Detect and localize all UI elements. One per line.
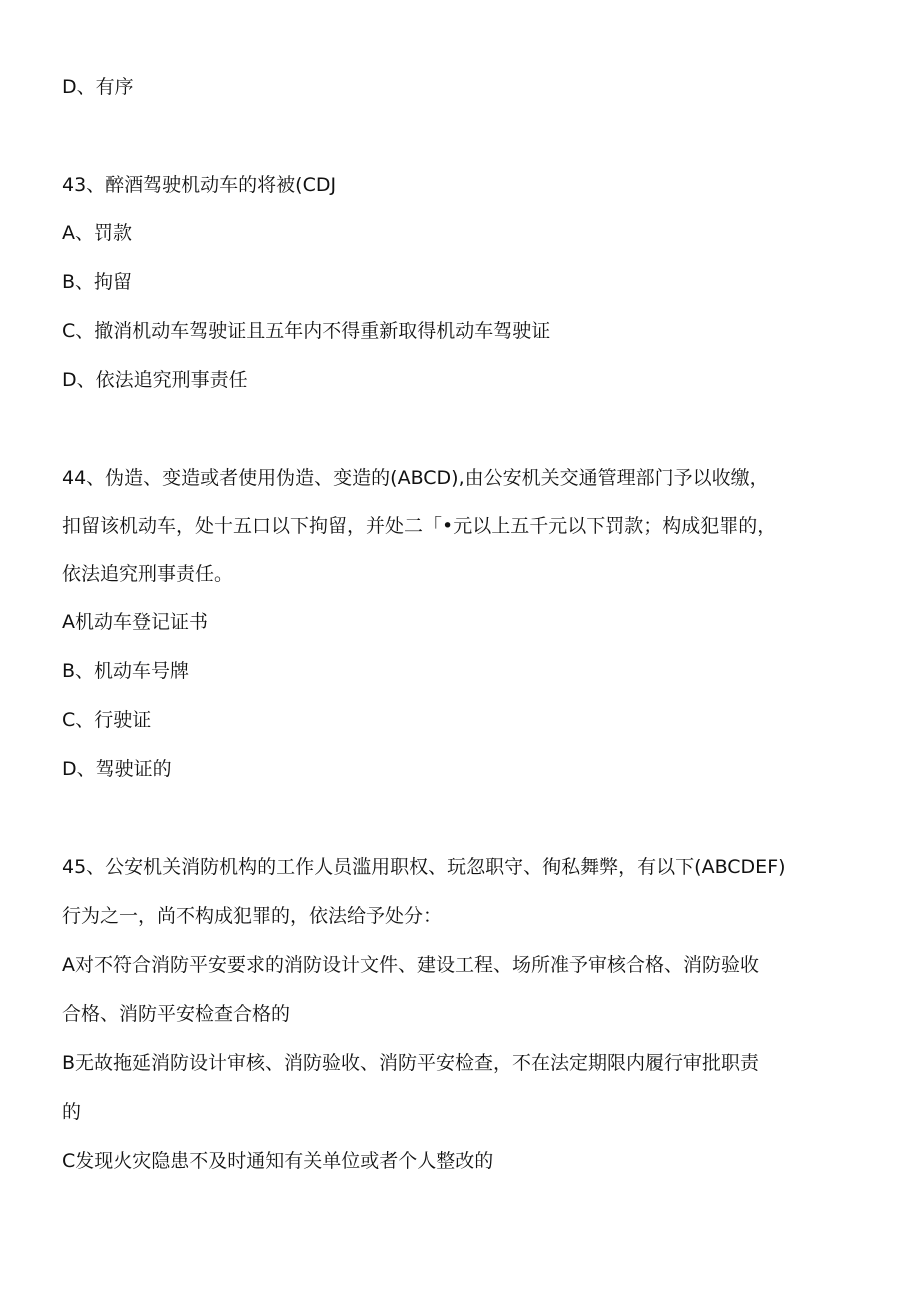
option-c: C、行驶证 bbox=[62, 709, 152, 731]
text-line: D、有序 bbox=[62, 76, 134, 98]
option-a-continued: 合格、消防平安检查合格的 bbox=[62, 1003, 291, 1025]
question-45-body: 行为之一，尚不构成犯罪的，依法给予处分： bbox=[62, 905, 443, 927]
option-a: A对不符合消防平安要求的消防设计文件、建设工程、场所准予审核合格、消防验收 bbox=[62, 954, 759, 976]
option-b: B无故拖延消防设计审核、消防验收、消防平安检查，不在法定期限内履行审批职责 bbox=[62, 1052, 760, 1074]
option-a: A机动车登记证书 bbox=[62, 611, 208, 633]
question-44-body: 依法追究刑事责任。 bbox=[62, 563, 234, 585]
question-43-title: 43、醉酒驾驶机动车的将被(CDJ bbox=[62, 174, 337, 196]
option-b-continued: 的 bbox=[62, 1101, 82, 1123]
option-d: D、驾驶证的 bbox=[62, 758, 172, 780]
option-b: B、拘留 bbox=[62, 271, 133, 293]
question-44-body: 扣留该机动车，处十五口以下拘留，并处二「•元以上五千元以下罚款；构成犯罪的， bbox=[62, 515, 777, 537]
option-c: C发现火灾隐患不及时通知有关单位或者个人整改的 bbox=[62, 1150, 494, 1172]
question-44-title: 44、伪造、变造或者使用伪造、变造的(ABCD),由公安机关交通管理部门予以收缴， bbox=[62, 467, 769, 489]
question-45-title: 45、公安机关消防机构的工作人员滥用职权、玩忽职守、徇私舞弊，有以下(ABCDEF) bbox=[62, 856, 786, 878]
option-d: D、依法追究刑事责任 bbox=[62, 369, 248, 391]
option-c: C、撤消机动车驾驶证且五年内不得重新取得机动车驾驶证 bbox=[62, 320, 551, 342]
option-b: B、机动车号牌 bbox=[62, 660, 190, 682]
option-a: A、罚款 bbox=[62, 222, 132, 244]
